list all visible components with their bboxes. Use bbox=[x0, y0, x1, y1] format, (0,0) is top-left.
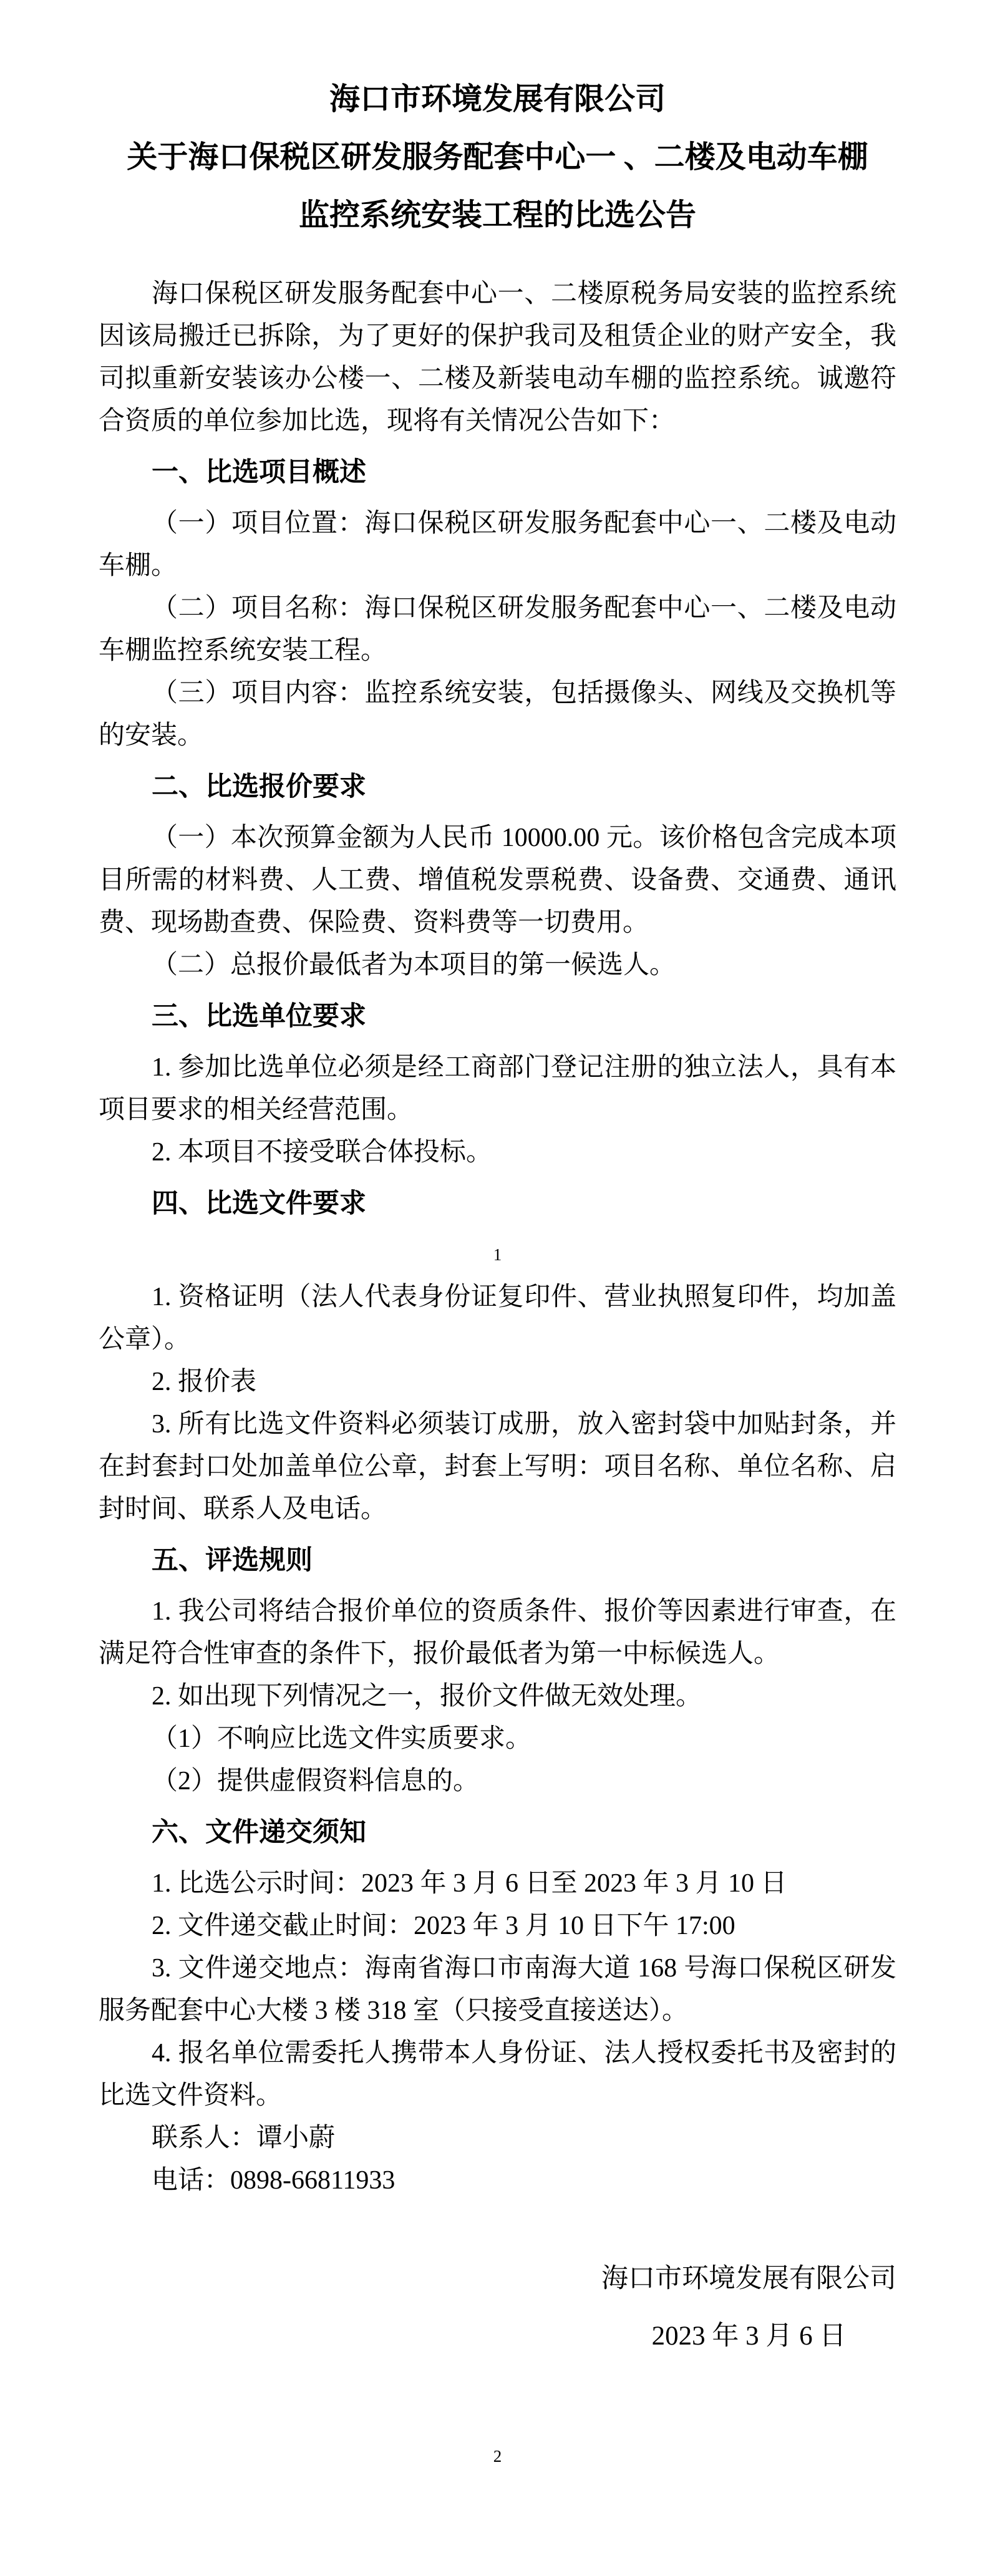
contact-person-line: 联系人：谭小蔚 bbox=[152, 2124, 336, 2152]
section-selection-rules bbox=[99, 1539, 896, 1802]
section-4-item-2: 2. 报价表 bbox=[152, 1368, 257, 1396]
section-6-item-4: 4. 报名单位需委托人携带本人身份证、法人授权委托书及密封的比选文件资料。 bbox=[99, 2039, 896, 2110]
section-6-heading: 六、文件递交须知 bbox=[152, 1817, 366, 1847]
section-6-item-1: 1. 比选公示时间：2023 年 3 月 6 日至 2023 年 3 月 10 日 bbox=[152, 1869, 787, 1898]
section-quotation-requirements bbox=[99, 766, 896, 986]
document-title bbox=[99, 70, 896, 244]
title-line-3: 监控系统安装工程的比选公告 bbox=[298, 198, 696, 232]
section-5-item-4: （2）提供虚假资料信息的。 bbox=[152, 1767, 480, 1796]
signature-block bbox=[99, 2250, 896, 2365]
signature-company: 海口市环境发展有限公司 bbox=[601, 2264, 896, 2293]
section-1-item-2: （二）项目名称：海口保税区研发服务配套中心一、二楼及电动车棚监控系统安装工程。 bbox=[99, 594, 896, 665]
section-2-item-2: （二）总报价最低者为本项目的第一候选人。 bbox=[152, 951, 676, 979]
signature-date: 2023 年 3 月 6 日 bbox=[651, 2321, 847, 2351]
section-2-heading: 二、比选报价要求 bbox=[152, 772, 366, 802]
section-1-item-3: （三）项目内容：监控系统安装，包括摄像头、网线及交换机等的安装。 bbox=[99, 679, 896, 750]
page-number-1: 1 bbox=[493, 1245, 502, 1264]
intro-paragraph: 海口保税区研发服务配套中心一、二楼原税务局安装的监控系统因该局搬迁已拆除，为了更好的保护我司及租赁企业的财产安全，我司拟重新安装该办公楼一、二楼及新装电动车棚的监控系统。诚邀符合资质的单位参加比选，现将有关情况公告如下： bbox=[99, 279, 896, 435]
contact-phone-line: 电话：0898-66811933 bbox=[152, 2166, 396, 2195]
section-4-item-3: 3. 所有比选文件资料必须装订成册，放入密封袋中加贴封条，并在封套封口处加盖单位公章，封套上写明：项目名称、单位名称、启封时间、联系人及电话。 bbox=[99, 1410, 896, 1524]
section-3-heading: 三、比选单位要求 bbox=[152, 1001, 366, 1031]
section-6-item-2: 2. 文件递交截止时间：2023 年 3 月 10 日下午 17:00 bbox=[152, 1912, 735, 1940]
title-line-1: 海口市环境发展有限公司 bbox=[329, 82, 666, 116]
section-1-item-1: （一）项目位置：海口保税区研发服务配套中心一、二楼及电动车棚。 bbox=[99, 509, 896, 580]
section-bidder-requirements bbox=[99, 995, 896, 1174]
section-5-item-3: （1）不响应比选文件实质要求。 bbox=[152, 1724, 532, 1753]
section-3-item-2: 2. 本项目不接受联合体投标。 bbox=[152, 1138, 493, 1167]
section-submission-notice bbox=[99, 1811, 896, 2202]
section-4-heading: 四、比选文件要求 bbox=[152, 1188, 366, 1218]
section-1-heading: 一、比选项目概述 bbox=[152, 457, 366, 487]
section-6-item-3: 3. 文件递交地点：海南省海口市南海大道 168 号海口保税区研发服务配套中心大楼 3 楼 318 室（只接受直接送达）。 bbox=[99, 1954, 896, 2025]
title-line-2: 关于海口保税区研发服务配套中心一 、二楼及电动车棚 bbox=[127, 140, 868, 174]
section-5-heading: 五、评选规则 bbox=[152, 1545, 313, 1575]
section-5-item-2: 2. 如出现下列情况之一，报价文件做无效处理。 bbox=[152, 1682, 702, 1711]
signature-inner bbox=[601, 2250, 896, 2365]
page-number-2: 2 bbox=[493, 2447, 502, 2466]
section-project-overview bbox=[99, 451, 896, 757]
section-5-item-1: 1. 我公司将结合报价单位的资质条件、报价等因素进行审查，在满足符合性审查的条件下，报价最低者为第一中标候选人。 bbox=[99, 1597, 896, 1668]
section-2-item-1: （一）本次预算金额为人民币 10000.00 元。该价格包含完成本项目所需的材料费、人工费、增值税发票税费、设备费、交通费、通讯费、现场勘查费、保险费、资料费等一切费用。 bbox=[99, 824, 896, 937]
section-4-item-1: 1. 资格证明（法人代表身份证复印件、营业执照复印件，均加盖公章）。 bbox=[99, 1283, 896, 1354]
section-document-requirements bbox=[99, 1182, 896, 1530]
section-3-item-1: 1. 参加比选单位必须是经工商部门登记注册的独立法人，具有本项目要求的相关经营范围。 bbox=[99, 1053, 896, 1124]
